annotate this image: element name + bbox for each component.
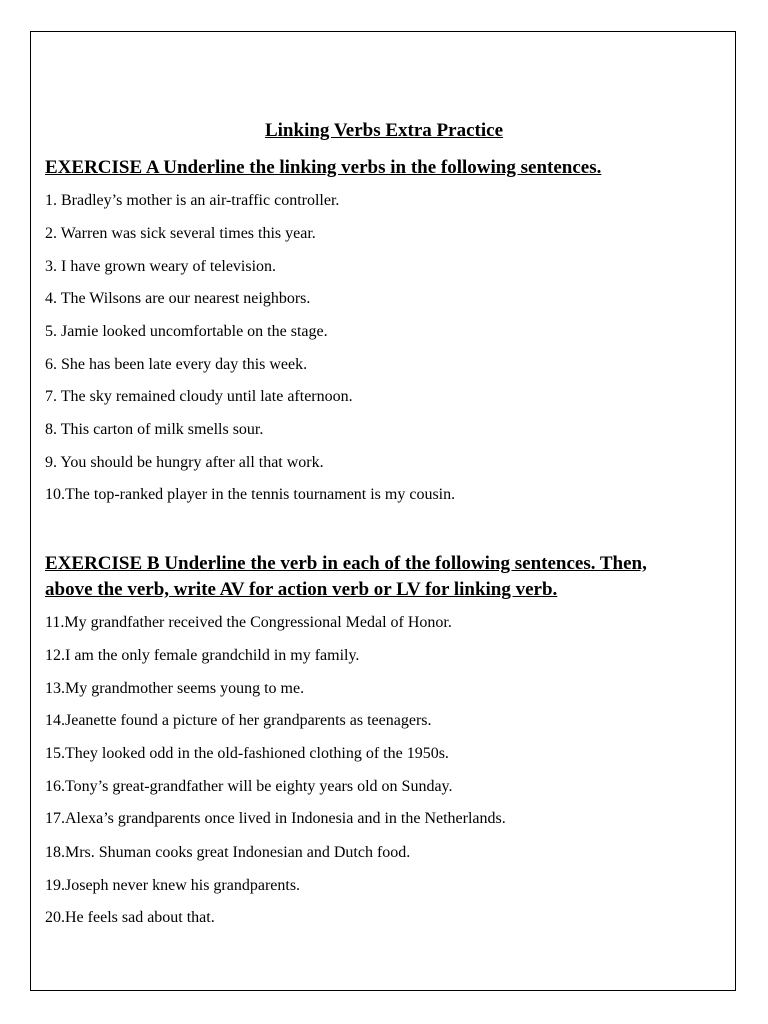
- exercise-a-item: 9. You should be hungry after all that work.: [45, 454, 324, 471]
- exercise-b-heading: [45, 551, 725, 603]
- exercise-a-heading: EXERCISE A Underline the linking verbs in the following sentences.: [45, 157, 602, 178]
- exercise-b-item: 17.Alexa’s grandparents once lived in Indonesia and in the Netherlands.: [45, 810, 506, 827]
- exercise-b-item: 13.My grandmother seems young to me.: [45, 680, 305, 697]
- exercise-a-item: 4. The Wilsons are our nearest neighbors.: [45, 290, 311, 307]
- exercise-a-item: 8. This carton of milk smells sour.: [45, 421, 264, 438]
- exercise-b-heading-line2: above the verb, write AV for action verb or LV for linking verb.: [45, 579, 558, 600]
- worksheet-title: Linking Verbs Extra Practice: [264, 120, 504, 141]
- exercise-a-item: 5. Jamie looked uncomfortable on the stage.: [45, 323, 328, 340]
- exercise-a-item: 6. She has been late every day this week.: [45, 356, 308, 373]
- exercise-b-item: 18.Mrs. Shuman cooks great Indonesian and Dutch food.: [45, 844, 411, 861]
- exercise-b-item: 14.Jeanette found a picture of her grandparents as teenagers.: [45, 712, 432, 729]
- exercise-b-item: 12.I am the only female grandchild in my family.: [45, 647, 360, 664]
- exercise-a-item: 3. I have grown weary of television.: [45, 258, 277, 275]
- exercise-b-item: 11.My grandfather received the Congressional Medal of Honor.: [45, 614, 452, 631]
- exercise-b-item: 15.They looked odd in the old-fashioned clothing of the 1950s.: [45, 745, 449, 762]
- exercise-b-item: 16.Tony’s great-grandfather will be eighty years old on Sunday.: [45, 778, 453, 795]
- exercise-a-item: 10.The top-ranked player in the tennis tournament is my cousin.: [45, 486, 456, 503]
- exercise-a-item: 7. The sky remained cloudy until late afternoon.: [45, 388, 353, 405]
- exercise-b-item: 19.Joseph never knew his grandparents.: [45, 877, 301, 894]
- exercise-b-heading-line1: EXERCISE B Underline the verb in each of the following sentences. Then,: [45, 553, 647, 574]
- exercise-a-item: 1. Bradley’s mother is an air-traffic controller.: [45, 192, 340, 209]
- exercise-b-item: 20.He feels sad about that.: [45, 909, 215, 926]
- exercise-a-item: 2. Warren was sick several times this year.: [45, 225, 316, 242]
